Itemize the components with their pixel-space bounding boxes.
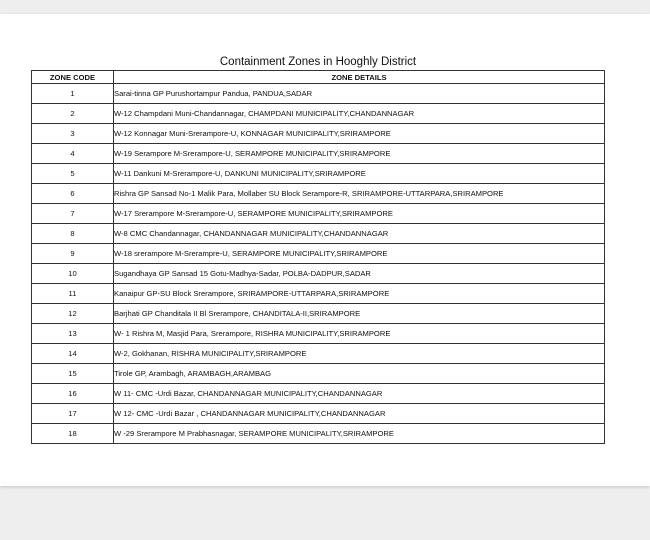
zone-code-cell: 13: [32, 324, 114, 344]
zone-details-cell: W 11- CMC -Urdi Bazar, CHANDANNAGAR MUNICIPALITY,CHANDANNAGAR: [114, 384, 605, 404]
zone-code-cell: 4: [32, 144, 114, 164]
zone-code-cell: 7: [32, 204, 114, 224]
zone-details-header: ZONE DETAILS: [114, 71, 605, 84]
table-row: [32, 304, 605, 324]
zone-code-cell: 11: [32, 284, 114, 304]
zone-code-cell: 16: [32, 384, 114, 404]
table-row: [32, 244, 605, 264]
zone-details-cell: Sarai-tinna GP Purushortampur Pandua, PANDUA,SADAR: [114, 84, 605, 104]
zone-code-cell: 1: [32, 84, 114, 104]
containment-zones-table: [31, 70, 605, 444]
document-title: Containment Zones in Hooghly District: [219, 56, 417, 68]
table-row: [32, 324, 605, 344]
zone-code-cell: 12: [32, 304, 114, 324]
zone-code-cell: 2: [32, 104, 114, 124]
zone-details-cell: W -29 Srerampore M Prabhasnagar, SERAMPORE MUNICIPALITY,SRIRAMPORE: [114, 424, 605, 444]
table-row: [32, 224, 605, 244]
table-row: [32, 364, 605, 384]
zone-code-header: ZONE CODE: [32, 71, 114, 84]
zone-code-cell: 17: [32, 404, 114, 424]
table-row: [32, 384, 605, 404]
table-row: [32, 144, 605, 164]
zone-code-cell: 6: [32, 184, 114, 204]
zone-details-cell: Sugandhaya GP Sansad 15 Gotu-Madhya-Sadar, POLBA-DADPUR,SADAR: [114, 264, 605, 284]
table-row: [32, 84, 605, 104]
zone-details-cell: W-12 Champdani Muni-Chandannagar, CHAMPDANI MUNICIPALITY,CHANDANNAGAR: [114, 104, 605, 124]
zone-code-cell: 5: [32, 164, 114, 184]
table-row: [32, 344, 605, 364]
table-header-row: [32, 71, 605, 84]
zone-details-cell: Kanaipur GP-SU Block Srerampore, SRIRAMPORE-UTTARPARA,SRIRAMPORE: [114, 284, 605, 304]
table-body: [32, 84, 605, 444]
table-row: [32, 424, 605, 444]
zone-details-cell: W-8 CMC Chandannagar, CHANDANNAGAR MUNICIPALITY,CHANDANNAGAR: [114, 224, 605, 244]
table-row: [32, 104, 605, 124]
zone-details-cell: W-19 Serampore M-Srerampore-U, SERAMPORE MUNICIPALITY,SRIRAMPORE: [114, 144, 605, 164]
zone-code-cell: 14: [32, 344, 114, 364]
zone-details-cell: W-18 srerampore M-Srerampre-U, SERAMPORE MUNICIPALITY,SRIRAMPORE: [114, 244, 605, 264]
table-row: [32, 184, 605, 204]
zone-details-cell: Rishra GP Sansad No-1 Malik Para, Mollaber SU Block Serampore-R, SRIRAMPORE-UTTARPARA,SRIRAMPORE: [114, 184, 605, 204]
table-row: [32, 264, 605, 284]
zone-details-cell: W- 1 Rishra M, Masjid Para, Srerampore, RISHRA MUNICIPALITY,SRIRAMPORE: [114, 324, 605, 344]
table-row: [32, 124, 605, 144]
zone-code-cell: 8: [32, 224, 114, 244]
table-row: [32, 204, 605, 224]
zone-code-cell: 18: [32, 424, 114, 444]
table-row: [32, 404, 605, 424]
zone-details-cell: Barjhati GP Chanditala II Bl Srerampore, CHANDITALA-II,SRIRAMPORE: [114, 304, 605, 324]
zone-code-cell: 10: [32, 264, 114, 284]
table-row: [32, 284, 605, 304]
zone-details-cell: W-12 Konnagar Muni-Srerampore-U, KONNAGAR MUNICIPALITY,SRIRAMPORE: [114, 124, 605, 144]
zone-details-cell: Tirole GP, Arambagh, ARAMBAGH,ARAMBAG: [114, 364, 605, 384]
zone-code-cell: 9: [32, 244, 114, 264]
zone-code-cell: 15: [32, 364, 114, 384]
zone-details-cell: W-17 Srerampore M-Srerampore-U, SERAMPORE MUNICIPALITY,SRIRAMPORE: [114, 204, 605, 224]
zone-code-cell: 3: [32, 124, 114, 144]
table-row: [32, 164, 605, 184]
zone-details-cell: W-2, Gokhanan, RISHRA MUNICIPALITY,SRIRAMPORE: [114, 344, 605, 364]
zone-details-cell: W 12- CMC -Urdi Bazar , CHANDANNAGAR MUNICIPALITY,CHANDANNAGAR: [114, 404, 605, 424]
zone-details-cell: W-11 Dankuni M-Srerampore-U, DANKUNI MUNICIPALITY,SRIRAMPORE: [114, 164, 605, 184]
document-page: [0, 14, 650, 486]
